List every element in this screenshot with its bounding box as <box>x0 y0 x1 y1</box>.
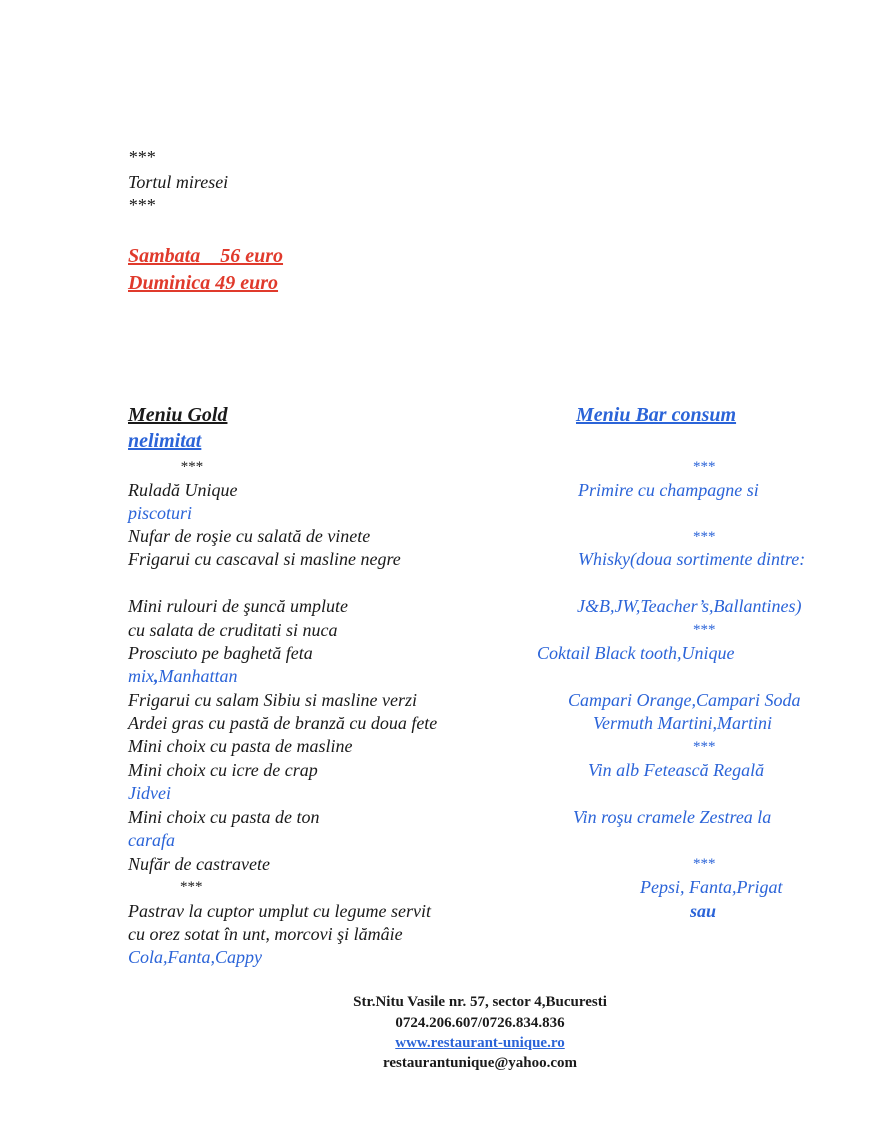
bar-item-continuation <box>128 665 238 687</box>
separator: *** <box>693 459 716 475</box>
cocktail-comma: , <box>154 666 159 686</box>
menu-item: Mini choix cu pasta de masline <box>128 736 353 756</box>
gold-menu-title: Meniu Gold <box>128 404 228 426</box>
bar-item: Vin alb Fetească Regală <box>588 760 765 780</box>
footer-address: Str.Nitu Vasile nr. 57, sector 4,Bucuresti <box>353 994 607 1010</box>
cocktail-mix: mix <box>128 666 154 686</box>
menu-item: cu salata de cruditati si nuca <box>128 620 338 640</box>
bar-item-continuation: piscoturi <box>128 503 193 523</box>
price-saturday: Sambata 56 euro <box>128 245 284 267</box>
bar-item: Coktail Black tooth,Unique <box>537 643 735 663</box>
menu-item: Mini rulouri de şuncă umplute <box>128 596 348 616</box>
footer-website[interactable] <box>0 1033 870 1053</box>
footer-email: restaurantunique@yahoo.com <box>382 1055 578 1071</box>
menu-item: Ardei gras cu pastă de branză cu doua fete <box>128 713 438 733</box>
website-link[interactable]: www.restaurant-unique.ro <box>395 1035 565 1051</box>
price-sunday: Duminica 49 euro <box>128 272 279 294</box>
cocktail-manhattan: Manhattan <box>158 666 238 686</box>
separator: *** <box>693 856 716 872</box>
separator: *** <box>180 879 203 895</box>
separator: *** <box>693 739 716 755</box>
menu-item: Frigarui cu salam Sibiu si masline verzi <box>128 690 417 710</box>
bar-item: Campari Orange,Campari Soda <box>568 690 801 710</box>
bar-item: Vin roşu cramele Zestrea la <box>573 807 772 827</box>
footer-phones: 0724.206.607/0726.834.836 <box>395 1015 565 1031</box>
bar-item-continuation: Cola,Fanta,Cappy <box>128 947 262 967</box>
main-course-line: cu orez sotat în unt, morcovi şi lămâie <box>128 924 403 944</box>
menu-item: Ruladă Unique <box>128 480 238 500</box>
bar-item: Whisky(doua sortimente dintre: <box>578 549 806 569</box>
bar-item: Primire cu champagne si <box>578 480 759 500</box>
menu-item: Frigarui cu cascaval si masline negre <box>128 549 401 569</box>
separator: *** <box>180 459 203 475</box>
main-course-line: Pastrav la cuptor umplut cu legume servit <box>128 901 431 921</box>
dessert-line: Tortul miresei <box>128 172 229 192</box>
bar-item: J&B,JW,Teacher’s,Ballantines) <box>577 596 802 616</box>
bar-item-continuation: carafa <box>128 830 175 850</box>
gold-menu-subtitle: nelimitat <box>128 430 202 452</box>
menu-item: Nufar de roşie cu salată de vinete <box>128 526 371 546</box>
bar-item: Pepsi, Fanta,Prigat <box>640 877 783 897</box>
menu-item: Mini choix cu icre de crap <box>128 760 318 780</box>
menu-item: Nufăr de castravete <box>128 854 270 874</box>
separator: *** <box>693 529 716 545</box>
bar-item: Vermuth Martini,Martini <box>593 713 772 733</box>
bar-item-continuation: Jidvei <box>128 783 171 803</box>
menu-item: Mini choix cu pasta de ton <box>128 807 320 827</box>
bar-item-or: sau <box>690 901 717 921</box>
menu-item: Prosciuto pe baghetă feta <box>128 643 313 663</box>
bar-menu-title: Meniu Bar consum <box>576 404 737 426</box>
separator: *** <box>128 195 155 215</box>
separator: *** <box>693 622 716 638</box>
separator: *** <box>128 147 155 167</box>
